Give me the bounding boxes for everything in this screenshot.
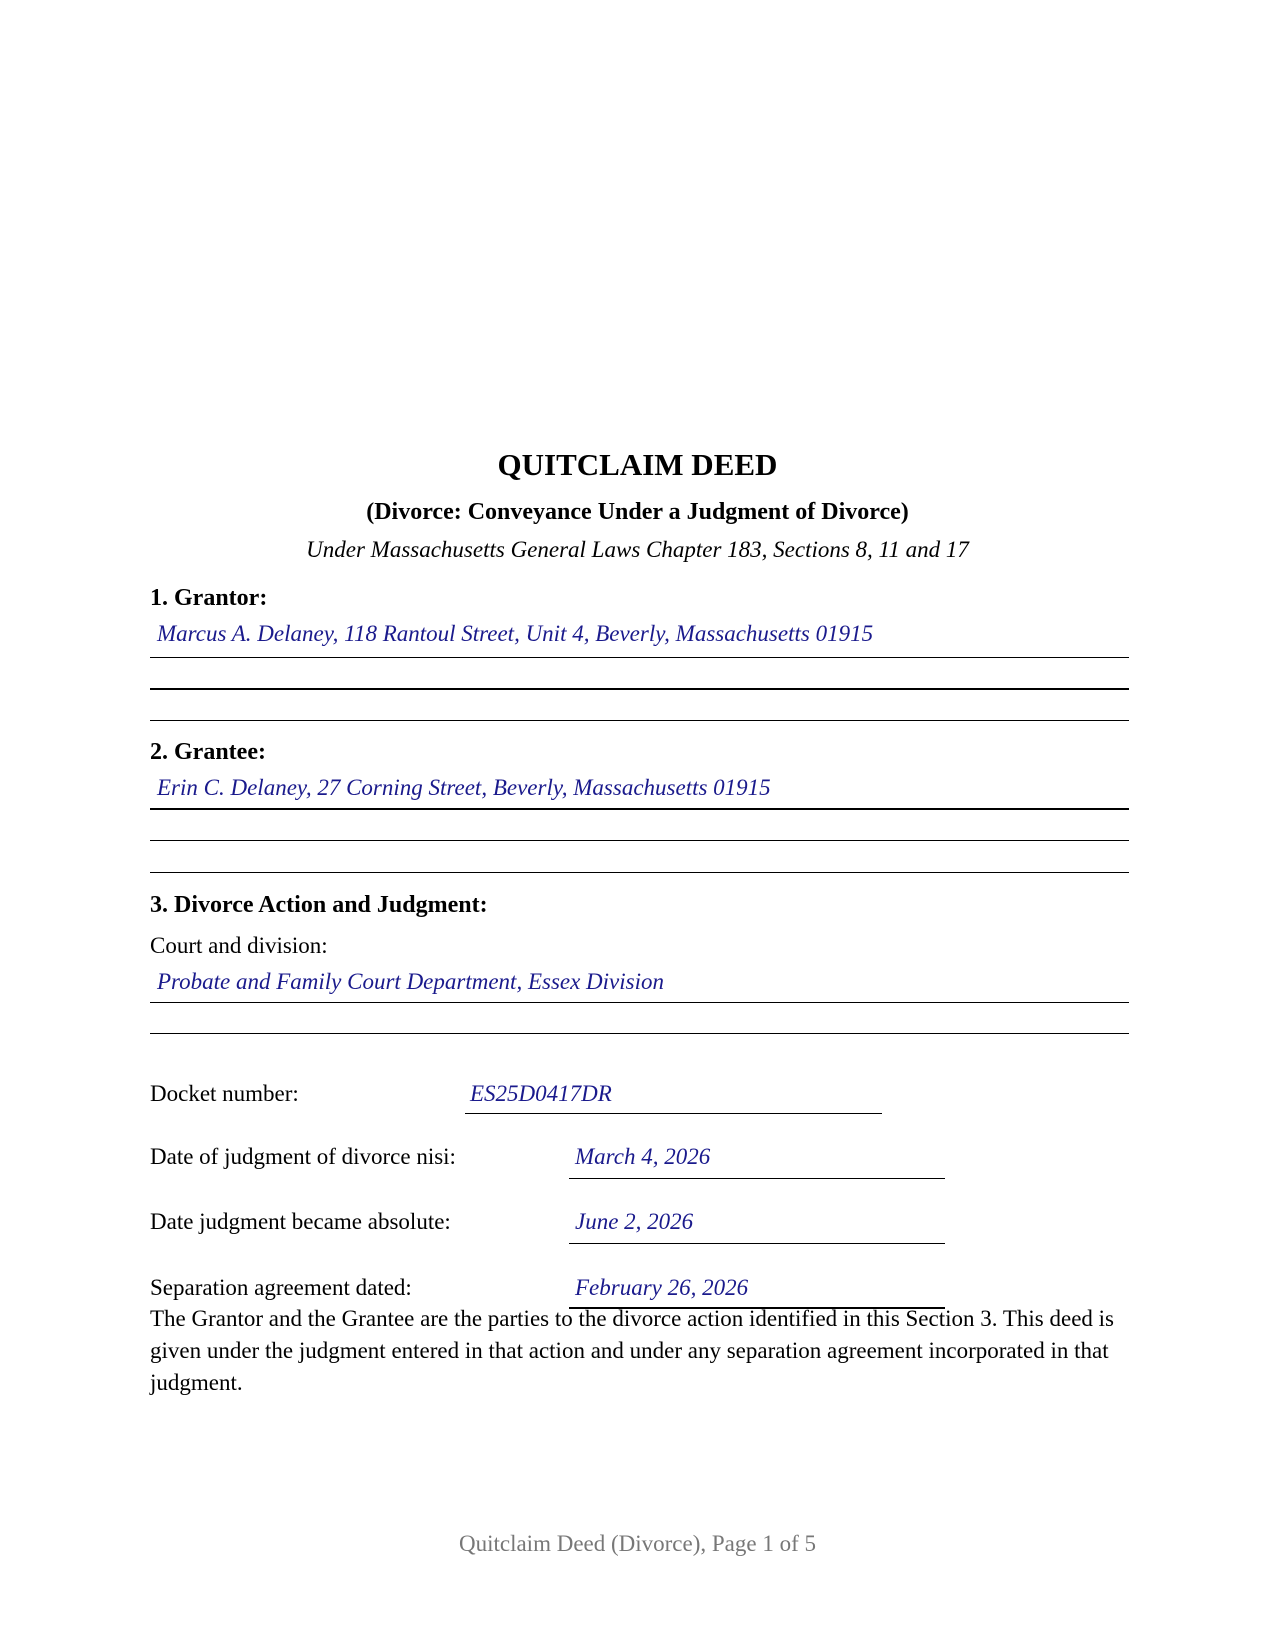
absolute-label: Date judgment became absolute: [150,1209,451,1234]
grantee-heading: 2. Grantee: [150,739,266,765]
separation-label: Separation agreement dated: [150,1275,412,1300]
court-line-1 [150,1002,1129,1003]
docket-line [465,1113,882,1114]
grantor-line-1 [150,657,1129,658]
divorce-heading: 3. Divorce Action and Judgment: [150,892,488,918]
grantee-line-1 [150,808,1129,810]
grantee-line-3 [150,872,1129,873]
nisi-label: Date of judgment of divorce nisi: [150,1144,456,1169]
grantor-field[interactable]: Marcus A. Delaney, 118 Rantoul Street, Unit 4, Beverly, Massachusetts 01915 [157,621,874,646]
court-label: Court and division: [150,933,328,958]
page-footer: Quitclaim Deed (Divorce), Page 1 of 5 [458,1531,817,1556]
absolute-field[interactable]: June 2, 2026 [575,1209,694,1234]
grantor-line-2 [150,688,1129,690]
court-field[interactable]: Probate and Family Court Department, Essex Division [157,969,664,994]
document-title: QUITCLAIM DEED [497,447,778,482]
separation-field[interactable]: February 26, 2026 [575,1275,749,1300]
nisi-field[interactable]: March 4, 2026 [575,1144,711,1169]
court-line-2 [150,1033,1129,1034]
docket-label: Docket number: [150,1081,299,1106]
grantor-heading: 1. Grantor: [150,585,268,611]
grantee-line-2 [150,840,1129,841]
grantor-line-3 [150,720,1129,721]
nisi-line [569,1178,945,1179]
document-subtitle: (Divorce: Conveyance Under a Judgment of Divorce) [366,499,909,525]
absolute-line [569,1243,945,1244]
grantee-field[interactable]: Erin C. Delaney, 27 Corning Street, Beverly, Massachusetts 01915 [157,775,771,800]
law-reference: Under Massachusetts General Laws Chapter 183, Sections 8, 11 and 17 [306,537,969,562]
docket-field[interactable]: ES25D0417DR [470,1081,612,1106]
section-3-statement: The Grantor and the Grantee are the parties to the divorce action identified in this Section 3. This deed is given under the judgment entered in that action and under any separation agreement incorporated in that judgment. [150,1306,1114,1395]
